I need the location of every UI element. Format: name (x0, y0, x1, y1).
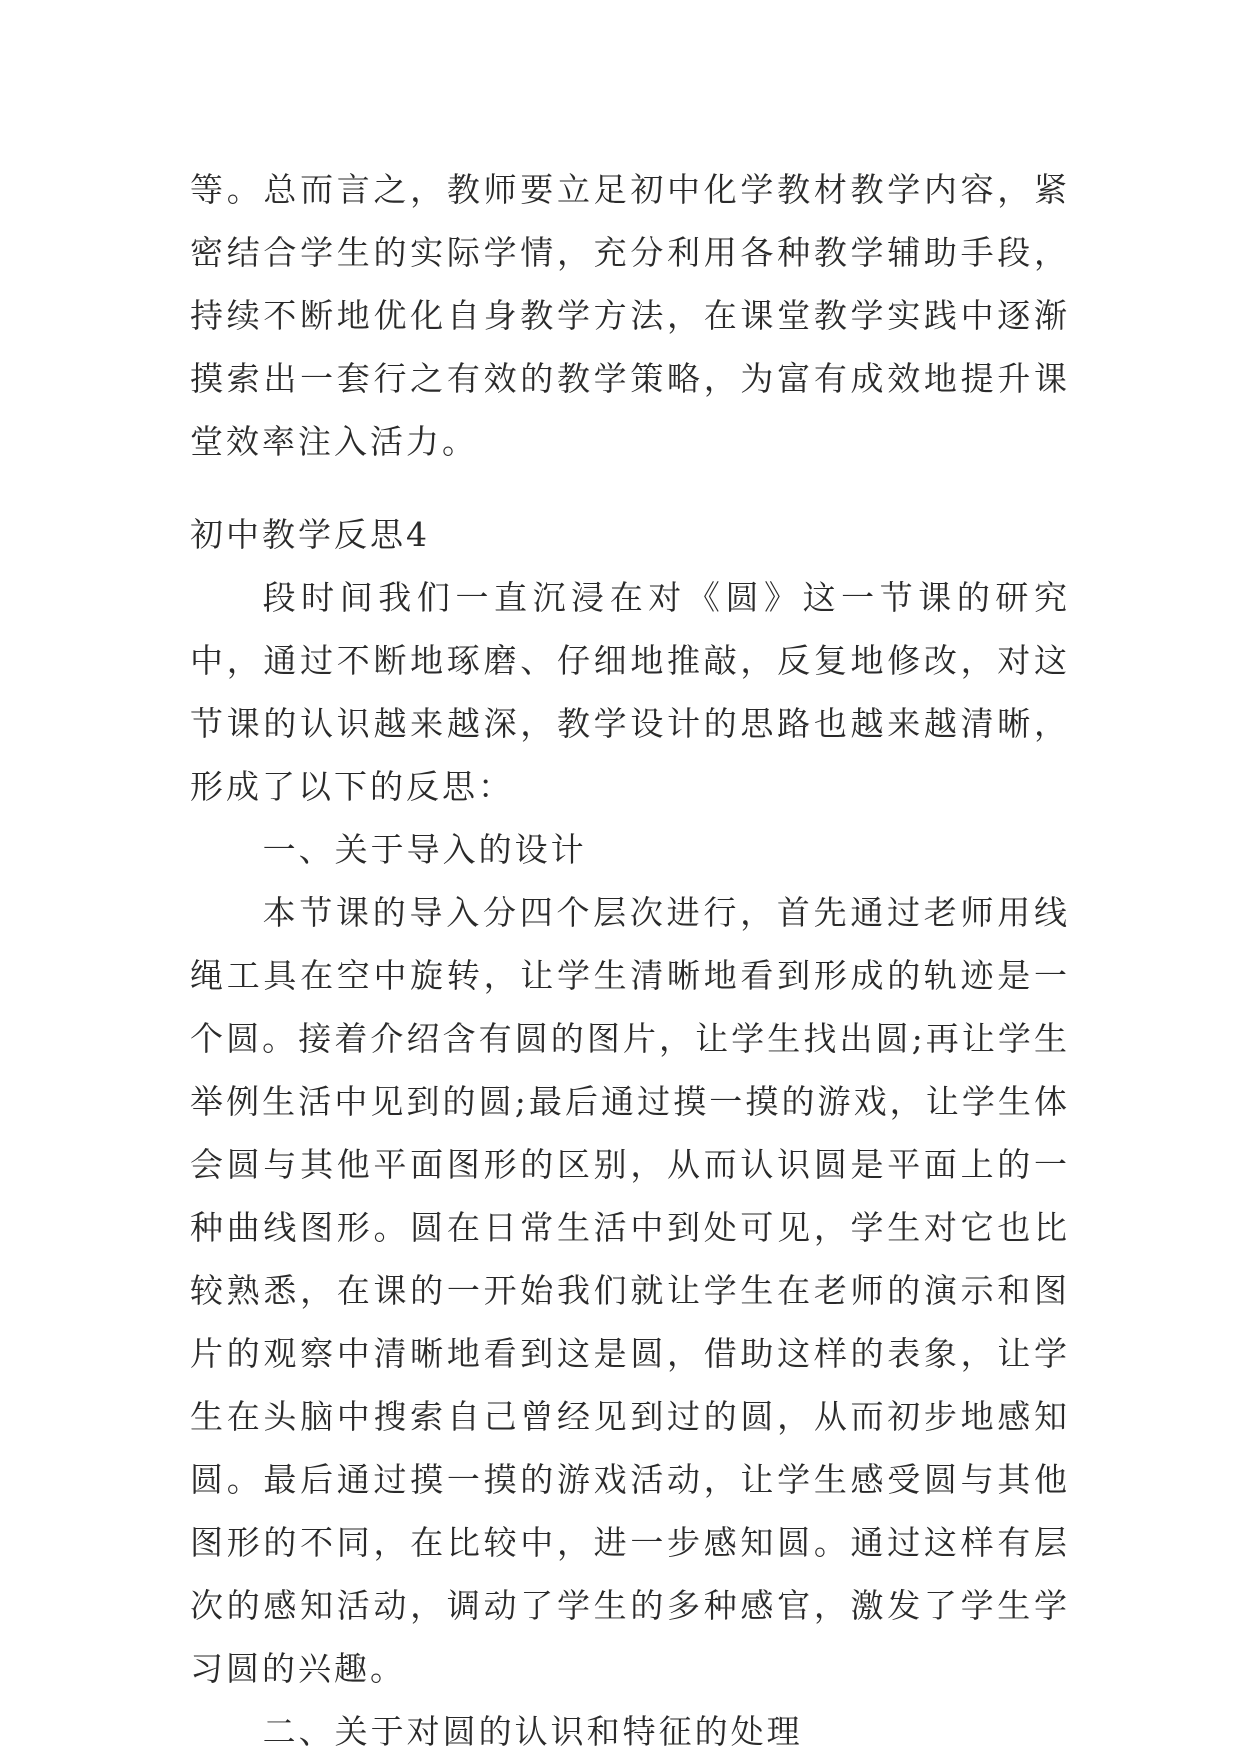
opening-paragraph: 等。总而言之，教师要立足初中化学教材教学内容，紧密结合学生的实际学情，充分利用各种教学辅助手段，持续不断地优化自身教学方法，在课堂教学实践中逐渐摸索出一套行之有效的教学策略，为富有成效地提升课堂效率注入活力。 (190, 170, 1070, 461)
document-body (190, 158, 1070, 1763)
heading-circle-features: 二、关于对圆的认识和特征的处理 (262, 1712, 803, 1751)
section-title: 初中教学反思4 (190, 515, 430, 554)
intro-paragraph: 段时间我们一直沉浸在对《圆》这一节课的研究中，通过不断地琢磨、仔细地推敲，反复地修改，对这节课的认识越来越深，教学设计的思路也越来越清晰，形成了以下的反思： (190, 578, 1070, 806)
heading-import-design: 一、关于导入的设计 (262, 830, 587, 869)
body-paragraph-import: 本节课的导入分四个层次进行，首先通过老师用线绳工具在空中旋转，让学生清晰地看到形成的轨迹是一个圆。接着介绍含有圆的图片，让学生找出圆;再让学生举例生活中见到的圆;最后通过摸一摸的游戏，让学生体会圆与其他平面图形的区别，从而认识圆是平面上的一种曲线图形。圆在日常生活中到处可见，学生对它也比较熟悉，在课的一开始我们就让学生在老师的演示和图片的观察中清晰地看到这是圆，借助这样的表象，让学生在头脑中搜索自己曾经见到过的圆，从而初步地感知圆。最后通过摸一摸的游戏活动，让学生感受圆与其他图形的不同，在比较中，进一步感知圆。通过这样有层次的感知活动，调动了学生的多种感官，激发了学生学习圆的兴趣。 (190, 893, 1070, 1688)
